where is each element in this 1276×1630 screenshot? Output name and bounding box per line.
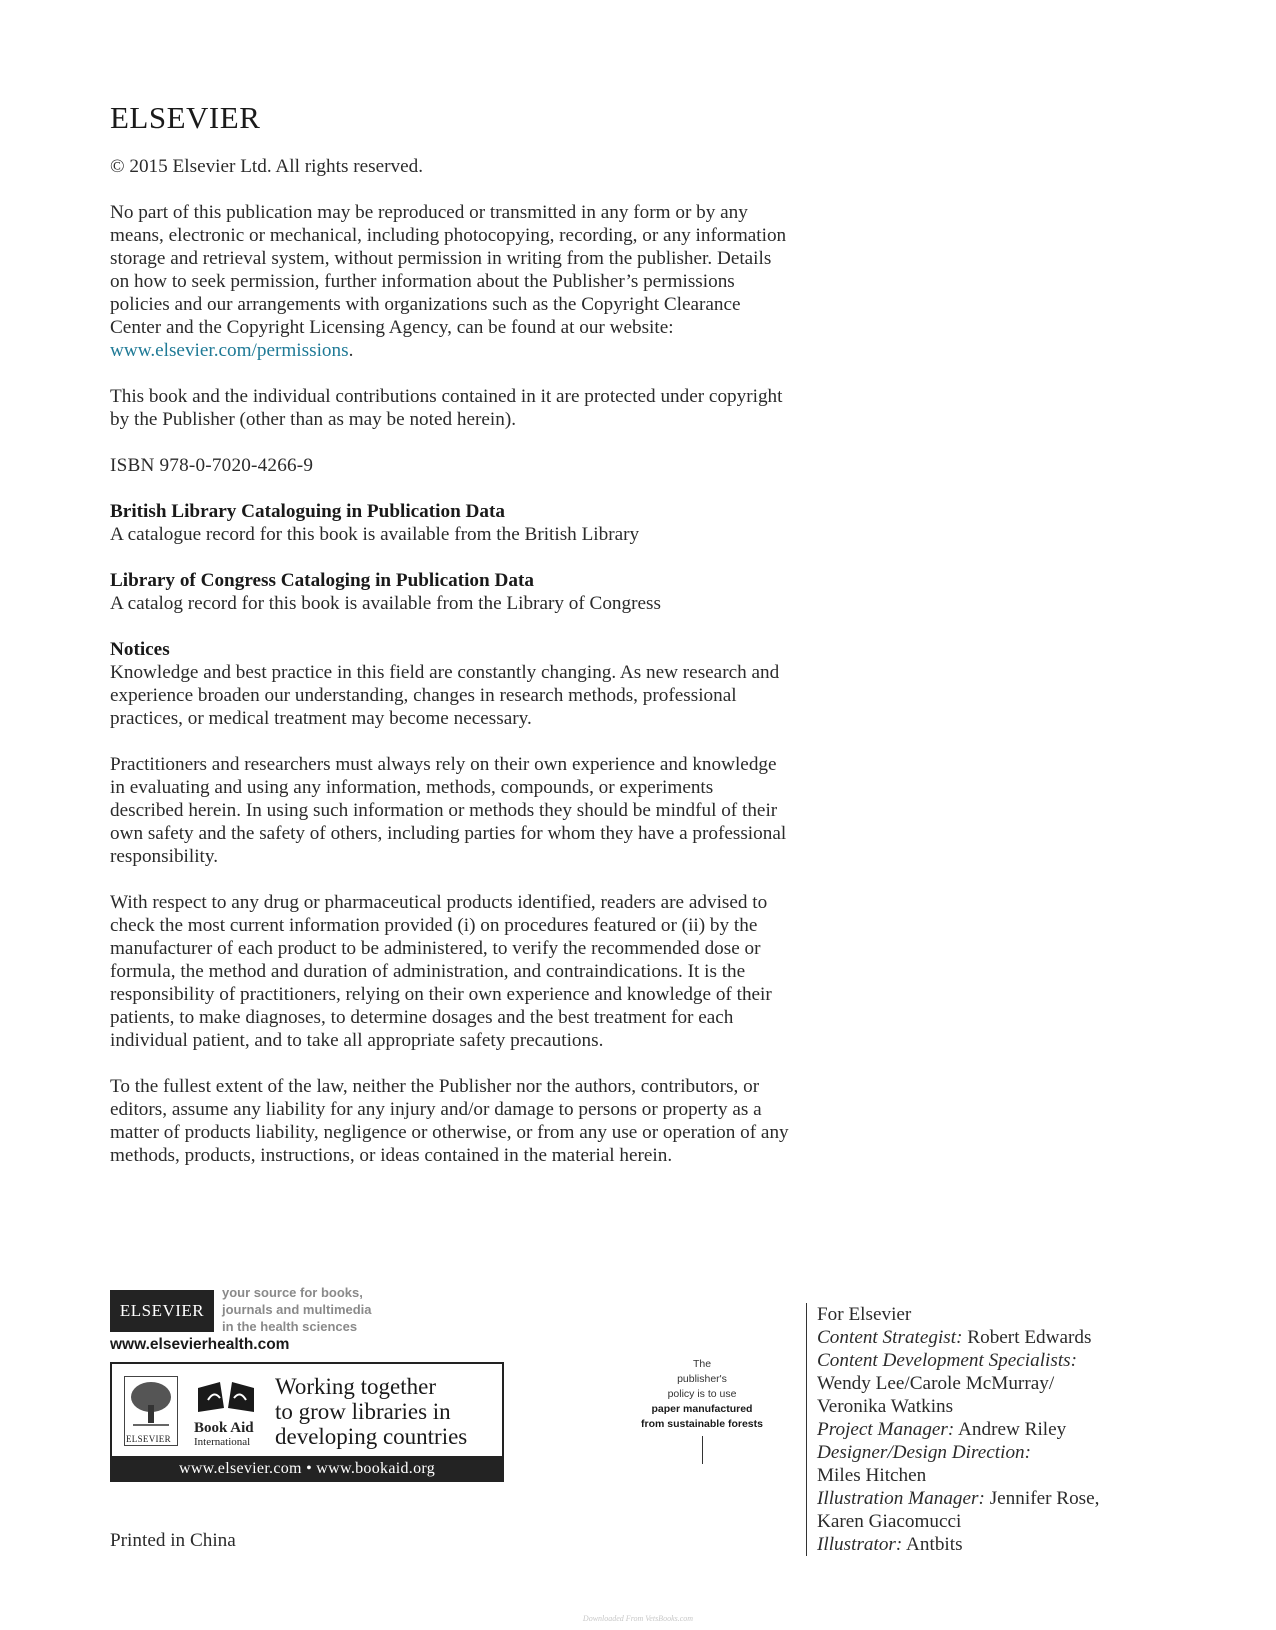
library-of-congress-block (110, 569, 790, 615)
credit-illustration-manager (817, 1487, 1147, 1510)
tree-label: ELSEVIER (126, 1434, 171, 1444)
forest-line-5-text: from sustainable forests (641, 1418, 763, 1430)
forest-line-3: policy is to use (667, 1388, 737, 1400)
person-name: Antbits (906, 1534, 963, 1555)
credits-heading: For Elsevier (817, 1304, 912, 1325)
tagline-line-2: journals and multimedia (222, 1302, 372, 1317)
forest-notice (630, 1357, 774, 1432)
download-watermark: Downloaded From VetsBooks.com (582, 1614, 694, 1623)
book-aid-sub: International (194, 1436, 251, 1448)
elsevier-footer-logo: ELSEVIER (110, 1290, 214, 1332)
notices-block (110, 638, 790, 730)
forest-line-4-text: paper manufactured (651, 1403, 753, 1415)
tree-graphic (125, 1377, 177, 1433)
person-name: Veronika Watkins (817, 1396, 954, 1417)
tagline-line-1: your source for books, (222, 1285, 363, 1300)
notices-paragraph-3: With respect to any drug or pharmaceutical products identified, readers are advised to check the most current information provided (i) on procedures featured or (ii) by the manufacturer of each product to be administered, to verify the recommended dose or formula, the method and duration of administration, and contraindications. It is the responsibility of practitioners, relying on their own experience and knowledge of their patients, to make diagnoses, to determine dosages and the best treatment for each individual patient, and to take all appropriate safety precautions. (110, 892, 772, 1051)
credit-illustrator (817, 1533, 1147, 1556)
notices-paragraph-4: To the fullest extent of the law, neither the Publisher nor the authors, contributors, or editors, assume any liability for any injury and/or damage to persons or property as a matter of products liability, negligence or otherwise, or from any use or operation of any methods, products, instructions, or ideas contained in the material herein. (110, 1076, 789, 1166)
role-label: Content Development Specialists: (817, 1350, 1078, 1371)
british-library-text: A catalogue record for this book is available from the British Library (110, 524, 640, 545)
forest-divider (702, 1436, 703, 1464)
footer-tagline (222, 1284, 372, 1335)
forest-line-1: The (692, 1358, 712, 1370)
person-name: Wendy Lee/Carole McMurray/ (817, 1373, 1055, 1394)
book-aid-icon (194, 1378, 258, 1420)
copyright-line: © 2015 Elsevier Ltd. All rights reserved. (110, 156, 423, 177)
permissions-text: No part of this publication may be reproduced or transmitted in any form or by any means, electronic or mechanical, including photocopying, recording, or any information storage and retrieval system, without permission in writing from the publisher. Details on how to seek permission, further information about the Publisher’s permissions policies and our arrangements with organizations such as the Copyright Clearance Center and the Copyright Licensing Agency, can be found at our website: (110, 202, 787, 338)
credits-block (806, 1303, 1147, 1556)
printed-in: Printed in China (110, 1530, 236, 1551)
book-aid-slogan (275, 1374, 467, 1449)
notices-heading: Notices (110, 639, 170, 660)
credit-content-strategist (817, 1326, 1147, 1349)
role-label: Project Manager: (817, 1419, 955, 1440)
library-of-congress-text: A catalog record for this book is available from the Library of Congress (110, 593, 661, 614)
book-aid-urls[interactable]: www.elsevier.com • www.bookaid.org (110, 1456, 504, 1482)
role-label: Content Strategist: (817, 1327, 963, 1348)
role-label: Illustration Manager: (817, 1488, 985, 1509)
forest-line-5 (630, 1417, 774, 1432)
elsevierhealth-link[interactable]: www.elsevierhealth.com (110, 1336, 290, 1353)
role-label: Designer/Design Direction: (817, 1442, 1032, 1463)
slogan-line-2: to grow libraries in (275, 1399, 451, 1424)
protection-paragraph: This book and the individual contributions contained in it are protected under copyright by the Publisher (other than as may be noted herein). (110, 386, 783, 430)
book-aid-name: Book Aid (194, 1420, 254, 1436)
forest-line-2: publisher's (677, 1373, 727, 1385)
permissions-link[interactable]: www.elsevier.com/permissions (110, 340, 349, 361)
person-name: Jennifer Rose, (989, 1488, 1100, 1509)
copyright-body (110, 155, 790, 1190)
slogan-line-3: developing countries (275, 1424, 468, 1449)
permissions-end: . (348, 340, 354, 361)
notices-paragraph-2: Practitioners and researchers must always rely on their own experience and knowledge in evaluating and using any information, methods, compounds, or experiments described herein. In using such information or methods they should be mindful of their own safety and the safety of others, including parties for whom they have a professional responsibility. (110, 754, 787, 867)
person-name: Miles Hitchen (817, 1465, 927, 1486)
person-name: Robert Edwards (967, 1327, 1092, 1348)
library-of-congress-heading: Library of Congress Cataloging in Publication Data (110, 570, 534, 591)
person-name: Karen Giacomucci (817, 1511, 962, 1532)
tagline-line-3: in the health sciences (222, 1319, 358, 1334)
person-name: Andrew Riley (958, 1419, 1067, 1440)
publisher-logo: ELSEVIER (110, 100, 261, 135)
isbn: ISBN 978-0-7020-4266-9 (110, 455, 314, 476)
credit-project-manager (817, 1418, 1147, 1441)
permissions-paragraph (110, 201, 790, 362)
book-aid-banner (110, 1362, 504, 1482)
british-library-block (110, 500, 790, 546)
role-label: Illustrator: (817, 1534, 903, 1555)
forest-line-4 (630, 1402, 774, 1417)
british-library-heading: British Library Cataloguing in Publication Data (110, 501, 505, 522)
notices-paragraph-1: Knowledge and best practice in this field are constantly changing. As new research and experience broaden our understanding, changes in research methods, professional practices, or medical treatment may become necessary. (110, 662, 780, 729)
slogan-line-1: Working together (275, 1374, 437, 1399)
